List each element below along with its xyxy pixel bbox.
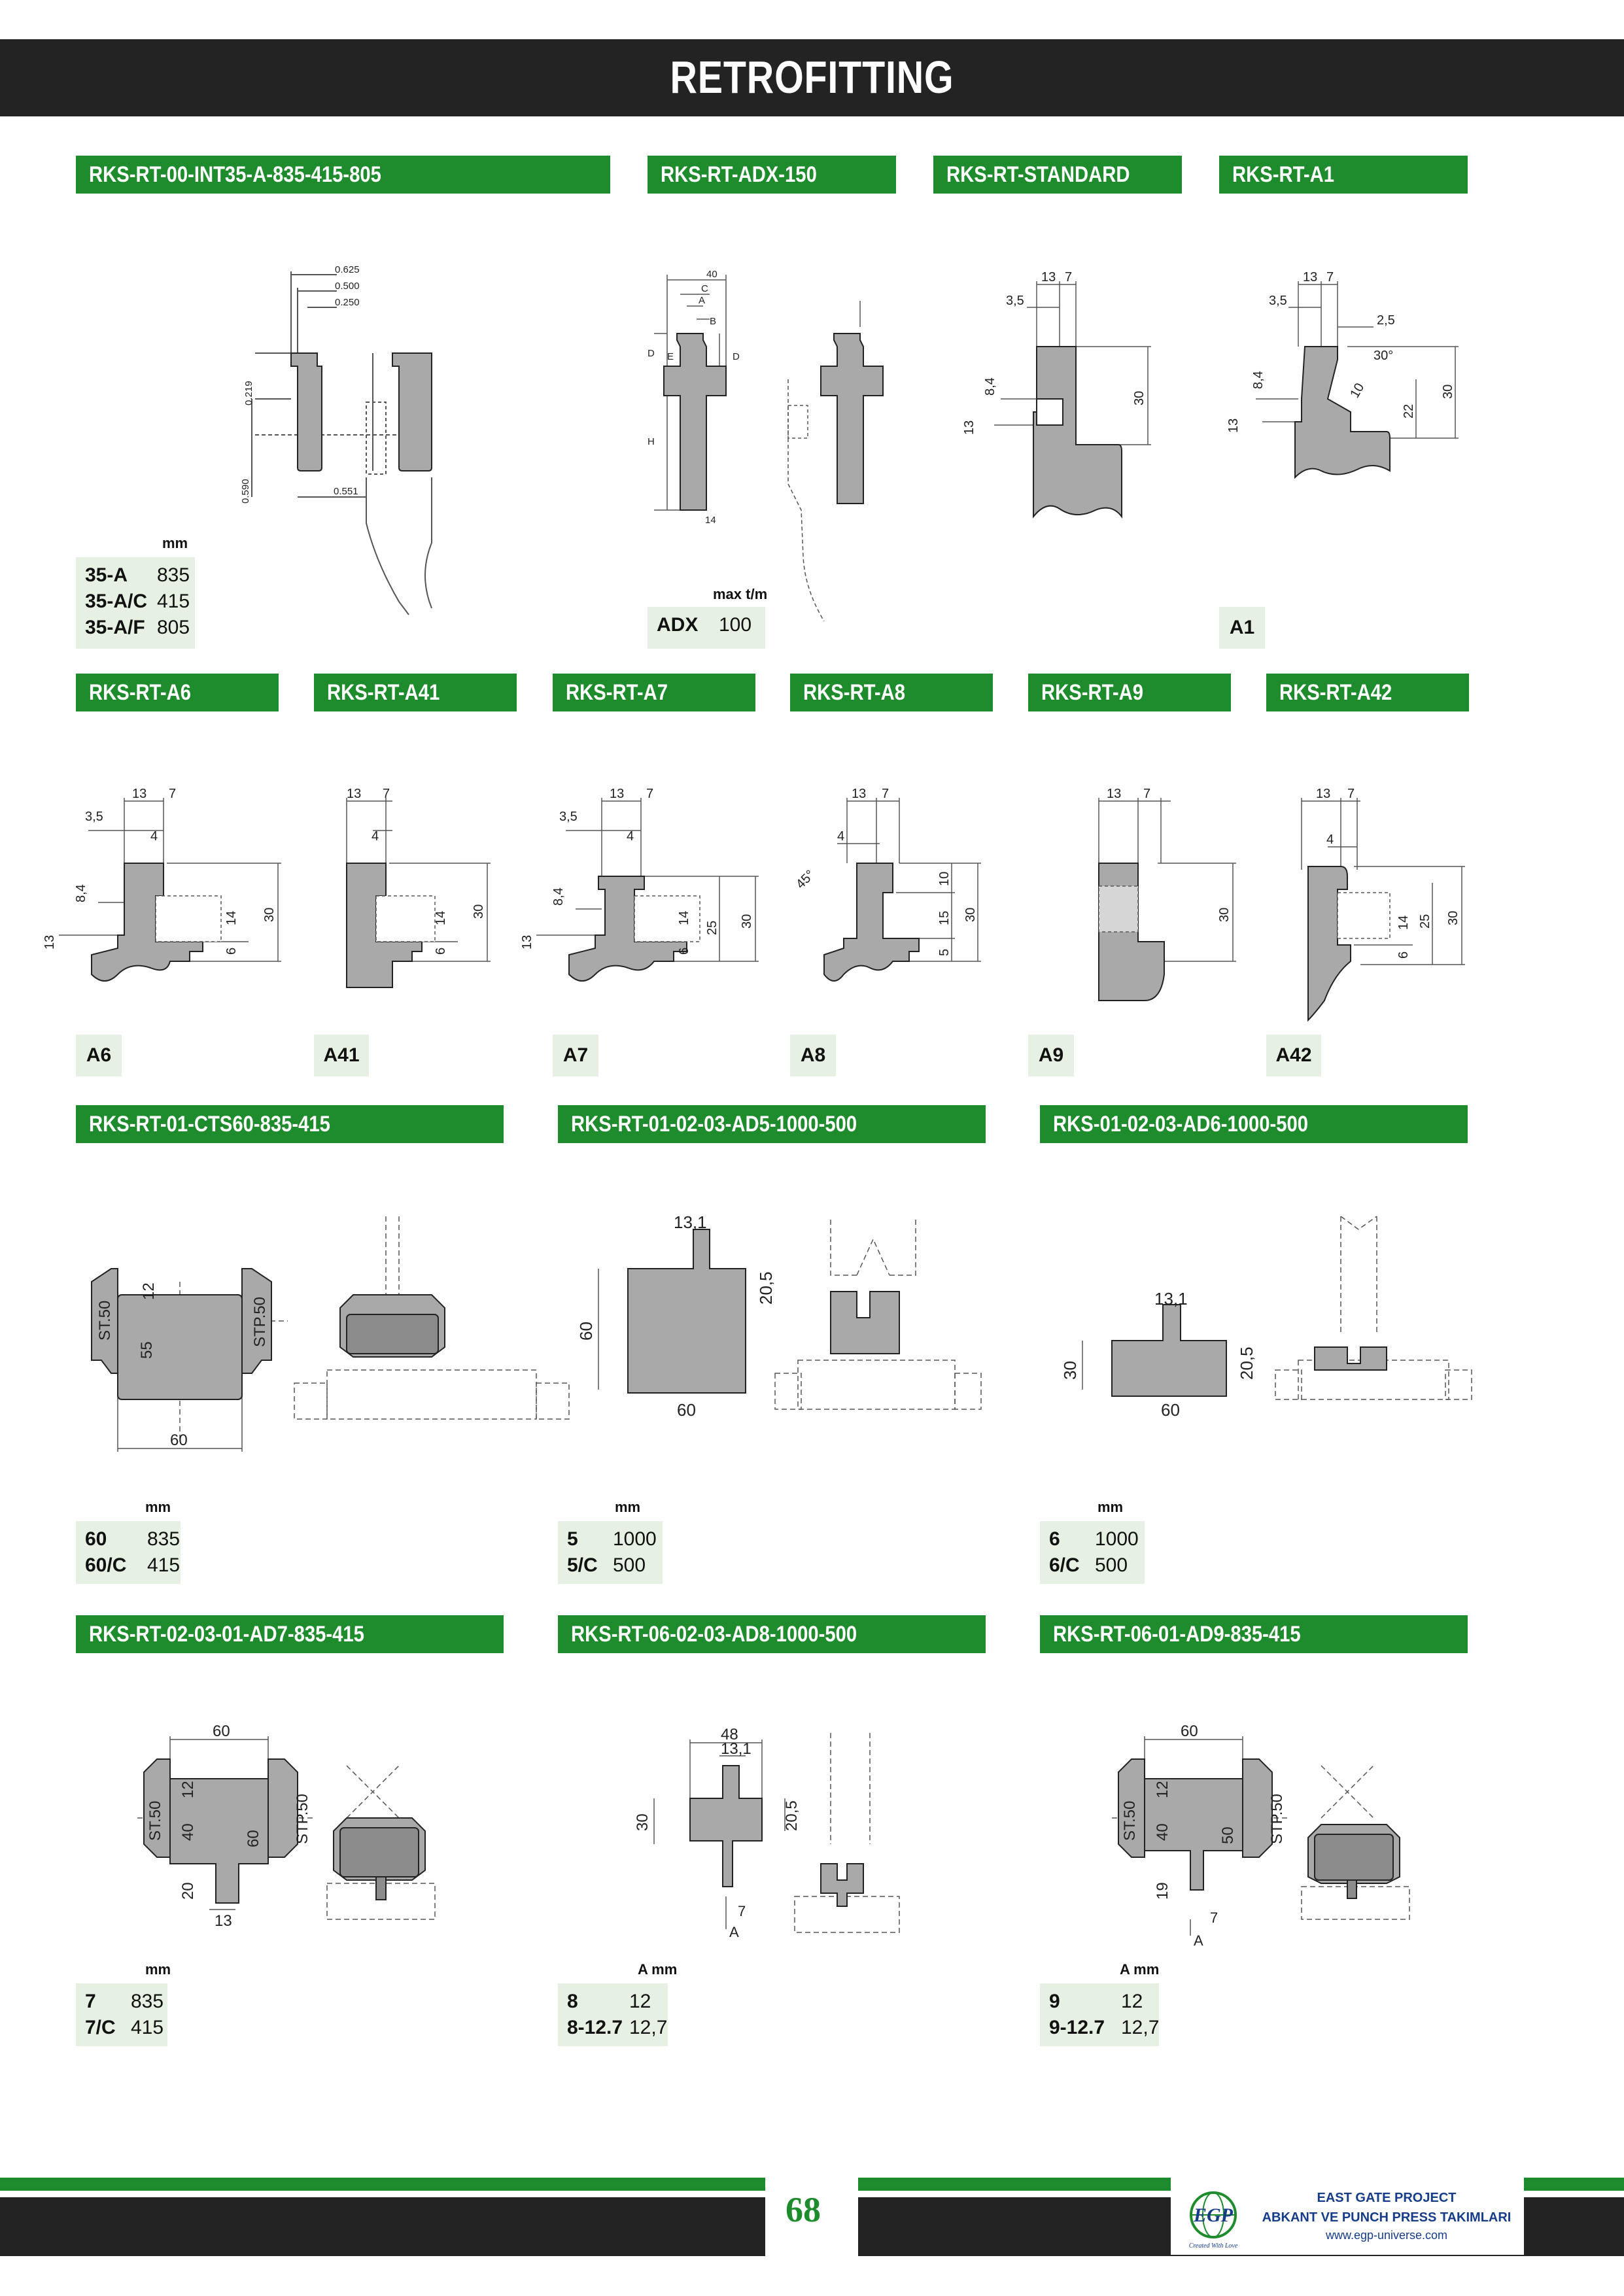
svg-text:C: C xyxy=(701,283,708,294)
svg-text:60: 60 xyxy=(1161,1400,1180,1420)
a42-drawing xyxy=(1262,778,1478,1027)
svg-text:B: B xyxy=(710,316,717,327)
svg-text:60: 60 xyxy=(576,1322,596,1341)
spec-row: 60/C 415 xyxy=(85,1554,181,1576)
spec-row: 6 1000 xyxy=(1049,1528,1139,1550)
svg-text:0.219: 0.219 xyxy=(243,381,254,405)
ad6-drawing xyxy=(1060,1210,1465,1458)
svg-text:4: 4 xyxy=(371,829,379,844)
int35-spec-table xyxy=(76,557,195,649)
svg-text:13: 13 xyxy=(852,787,867,801)
a41-drawing xyxy=(307,778,530,1027)
spec-row: 35-A 835 xyxy=(85,564,190,586)
svg-text:A: A xyxy=(1194,1932,1203,1949)
svg-text:4: 4 xyxy=(150,829,158,844)
svg-text:13: 13 xyxy=(1303,270,1318,284)
ad8-spec-table xyxy=(558,1983,668,2046)
svg-text:10: 10 xyxy=(1347,381,1368,401)
page-number: 68 xyxy=(786,2190,821,2229)
svg-text:2,5: 2,5 xyxy=(1377,313,1395,328)
header-standard: RKS-RT-STANDARD xyxy=(933,156,1182,194)
cts60-drawing xyxy=(78,1210,510,1458)
header-ad9: RKS-RT-06-01-AD9-835-415 xyxy=(1040,1615,1468,1653)
svg-text:0.500: 0.500 xyxy=(335,281,360,292)
int35-drawing xyxy=(235,262,497,628)
footer-bar-left xyxy=(0,2197,765,2256)
spec-row: 7 835 xyxy=(85,1991,164,2012)
svg-text:48: 48 xyxy=(721,1726,738,1743)
adx-spec-table xyxy=(648,607,765,649)
svg-text:13,1: 13,1 xyxy=(1154,1289,1188,1309)
svg-text:30: 30 xyxy=(740,914,754,929)
company-website: www.egp-universe.com xyxy=(1325,2229,1448,2242)
svg-text:7: 7 xyxy=(646,787,654,801)
svg-text:12: 12 xyxy=(1154,1781,1171,1798)
standard-drawing xyxy=(955,262,1177,536)
cts60-unit: mm xyxy=(145,1499,171,1515)
adx-unit: max t/m xyxy=(713,586,768,602)
header-ad6: RKS-01-02-03-AD6-1000-500 xyxy=(1040,1105,1468,1143)
svg-text:3,5: 3,5 xyxy=(1269,294,1287,308)
ad5-drawing xyxy=(576,1210,981,1458)
svg-text:40: 40 xyxy=(1154,1823,1171,1841)
svg-text:STP.50: STP.50 xyxy=(1268,1794,1286,1844)
svg-text:13: 13 xyxy=(1041,270,1056,284)
logo-text: EGP xyxy=(1194,2204,1233,2226)
svg-text:13: 13 xyxy=(347,787,362,801)
svg-text:7: 7 xyxy=(1347,787,1355,801)
header-a7: RKS-RT-A7 xyxy=(553,674,755,711)
svg-text:5: 5 xyxy=(937,948,952,956)
svg-text:20,5: 20,5 xyxy=(1237,1346,1256,1380)
svg-text:13,1: 13,1 xyxy=(721,1740,752,1758)
a8-label: A8 xyxy=(790,1035,836,1076)
header-a8: RKS-RT-A8 xyxy=(790,674,993,711)
svg-text:30: 30 xyxy=(1217,907,1232,922)
spec-row: 5/C 500 xyxy=(567,1554,646,1576)
svg-text:15: 15 xyxy=(937,910,952,925)
svg-text:30: 30 xyxy=(1441,384,1455,399)
svg-text:4: 4 xyxy=(837,829,845,844)
svg-text:14: 14 xyxy=(224,910,239,925)
spec-row: 9 12 xyxy=(1049,1991,1143,2012)
svg-text:13,1: 13,1 xyxy=(674,1212,707,1232)
svg-text:12: 12 xyxy=(179,1781,197,1798)
a9-drawing xyxy=(1046,778,1243,1027)
svg-text:25: 25 xyxy=(1418,914,1432,929)
svg-text:STP.50: STP.50 xyxy=(251,1297,269,1347)
svg-text:7: 7 xyxy=(1143,787,1151,801)
spec-row: 60 835 xyxy=(85,1528,181,1550)
svg-text:60: 60 xyxy=(677,1400,696,1420)
svg-text:4: 4 xyxy=(1326,832,1334,847)
svg-text:0.625: 0.625 xyxy=(335,264,360,275)
svg-text:6: 6 xyxy=(677,947,691,955)
egp-logo xyxy=(1177,2181,1249,2253)
svg-text:D: D xyxy=(648,348,655,359)
svg-text:7: 7 xyxy=(1065,270,1073,284)
svg-text:20: 20 xyxy=(179,1882,197,1900)
svg-text:13: 13 xyxy=(215,1912,232,1930)
spec-row: ADX 100 xyxy=(657,614,752,636)
ad9-spec-table xyxy=(1040,1983,1159,2046)
svg-text:13: 13 xyxy=(520,934,534,950)
header-ad5: RKS-RT-01-02-03-AD5-1000-500 xyxy=(558,1105,986,1143)
svg-text:13: 13 xyxy=(610,787,625,801)
a6-drawing xyxy=(39,778,288,1027)
svg-text:8,4: 8,4 xyxy=(551,887,566,906)
svg-text:13: 13 xyxy=(1107,787,1122,801)
header-ad7: RKS-RT-02-03-01-AD7-835-415 xyxy=(76,1615,504,1653)
svg-text:0.590: 0.590 xyxy=(240,479,251,504)
svg-text:14: 14 xyxy=(434,910,448,925)
header-int35: RKS-RT-00-INT35-A-835-415-805 xyxy=(76,156,610,194)
cts60-spec-table xyxy=(76,1521,181,1584)
svg-text:30: 30 xyxy=(963,907,978,922)
svg-text:E: E xyxy=(667,351,674,362)
svg-text:3,5: 3,5 xyxy=(85,810,103,824)
spec-row: 35-A/F 805 xyxy=(85,617,190,638)
company-name: EAST GATE PROJECT xyxy=(1317,2191,1457,2205)
ad5-spec-table xyxy=(558,1521,663,1584)
svg-text:55: 55 xyxy=(138,1341,156,1359)
svg-text:60: 60 xyxy=(245,1830,262,1847)
a6-label: A6 xyxy=(76,1035,122,1076)
svg-text:40: 40 xyxy=(179,1823,197,1841)
spec-row: 5 1000 xyxy=(567,1528,657,1550)
svg-text:3,5: 3,5 xyxy=(559,810,578,824)
ad6-spec-table xyxy=(1040,1521,1145,1584)
svg-text:14: 14 xyxy=(705,515,716,526)
svg-text:7: 7 xyxy=(383,787,390,801)
svg-text:12: 12 xyxy=(140,1282,158,1300)
header-adx: RKS-RT-ADX-150 xyxy=(648,156,896,194)
svg-text:30: 30 xyxy=(1132,390,1147,405)
svg-text:13: 13 xyxy=(962,420,976,435)
spec-row: 9-12.7 12,7 xyxy=(1049,2017,1160,2038)
svg-text:3,5: 3,5 xyxy=(1006,294,1024,308)
logo-tagline: Created With Love xyxy=(1188,2242,1238,2250)
svg-text:30: 30 xyxy=(472,904,486,919)
header-a1: RKS-RT-A1 xyxy=(1219,156,1468,194)
ad6-unit: mm xyxy=(1097,1499,1124,1515)
svg-text:6: 6 xyxy=(224,947,239,955)
svg-text:6: 6 xyxy=(1396,951,1411,959)
ad9-unit: A mm xyxy=(1120,1961,1160,1978)
svg-text:20,5: 20,5 xyxy=(783,1800,801,1831)
svg-text:0.551: 0.551 xyxy=(334,486,358,497)
svg-text:A: A xyxy=(699,295,706,306)
header-a42: RKS-RT-A42 xyxy=(1266,674,1469,711)
svg-text:25: 25 xyxy=(705,920,719,935)
ad7-spec-table xyxy=(76,1983,167,2046)
svg-text:45°: 45° xyxy=(793,867,818,892)
svg-text:50: 50 xyxy=(1219,1826,1237,1844)
svg-text:7: 7 xyxy=(1210,1910,1218,1926)
ad8-drawing xyxy=(628,1726,968,1949)
svg-text:ST.50: ST.50 xyxy=(96,1300,114,1341)
svg-text:60: 60 xyxy=(1181,1722,1198,1740)
svg-text:30: 30 xyxy=(1060,1361,1080,1380)
int35-unit: mm xyxy=(162,535,188,551)
header-ad8: RKS-RT-06-02-03-AD8-1000-500 xyxy=(558,1615,986,1653)
spec-row: 6/C 500 xyxy=(1049,1554,1128,1576)
ad5-unit: mm xyxy=(615,1499,641,1515)
svg-text:H: H xyxy=(648,436,655,447)
svg-text:7: 7 xyxy=(738,1903,746,1919)
a8-drawing xyxy=(785,778,1007,1027)
svg-text:30: 30 xyxy=(634,1813,651,1831)
svg-text:7: 7 xyxy=(1326,270,1334,284)
svg-text:60: 60 xyxy=(213,1722,230,1740)
spec-row: 7/C 415 xyxy=(85,2017,164,2038)
svg-text:8,4: 8,4 xyxy=(74,884,88,902)
svg-text:STP.50: STP.50 xyxy=(294,1794,311,1844)
svg-text:40: 40 xyxy=(706,269,717,280)
a7-label: A7 xyxy=(553,1035,598,1076)
svg-text:20,5: 20,5 xyxy=(756,1271,776,1305)
a1-drawing xyxy=(1217,262,1478,536)
adx-drawing xyxy=(628,262,903,628)
svg-text:7: 7 xyxy=(169,787,177,801)
svg-text:30: 30 xyxy=(1446,910,1460,925)
a7-drawing xyxy=(517,778,765,1027)
svg-text:7: 7 xyxy=(882,787,890,801)
svg-text:13: 13 xyxy=(1316,787,1331,801)
svg-text:14: 14 xyxy=(677,910,691,925)
header-cts60: RKS-RT-01-CTS60-835-415 xyxy=(76,1105,504,1143)
svg-text:19: 19 xyxy=(1154,1882,1171,1900)
spec-row: 8 12 xyxy=(567,1991,651,2012)
svg-text:0.250: 0.250 xyxy=(335,297,360,308)
svg-text:8,4: 8,4 xyxy=(1251,371,1266,389)
svg-text:22: 22 xyxy=(1402,403,1416,419)
svg-text:ST.50: ST.50 xyxy=(1121,1800,1139,1841)
svg-text:10: 10 xyxy=(937,871,952,886)
svg-text:14: 14 xyxy=(1396,915,1411,930)
svg-text:D: D xyxy=(733,351,740,362)
svg-text:ST.50: ST.50 xyxy=(147,1800,164,1841)
page-title: RETROFITTING xyxy=(670,52,954,103)
svg-text:6: 6 xyxy=(434,947,448,955)
spec-row: 35-A/C 415 xyxy=(85,591,190,612)
header-a9: RKS-RT-A9 xyxy=(1028,674,1231,711)
header-a6: RKS-RT-A6 xyxy=(76,674,279,711)
svg-text:8,4: 8,4 xyxy=(983,377,997,396)
ad7-drawing xyxy=(131,1722,497,1949)
a9-label: A9 xyxy=(1028,1035,1074,1076)
svg-text:30°: 30° xyxy=(1373,349,1394,363)
svg-text:13: 13 xyxy=(43,934,57,950)
company-subtitle: ABKANT VE PUNCH PRESS TAKIMLARI xyxy=(1262,2210,1512,2225)
svg-text:13: 13 xyxy=(132,787,147,801)
title-bar xyxy=(0,39,1624,116)
svg-text:60: 60 xyxy=(170,1431,188,1449)
a42-label: A42 xyxy=(1266,1035,1321,1076)
ad8-unit: A mm xyxy=(638,1961,678,1978)
footer-stripe-left xyxy=(0,2178,765,2191)
svg-text:30: 30 xyxy=(262,907,277,922)
svg-text:4: 4 xyxy=(627,829,634,844)
a41-label: A41 xyxy=(314,1035,369,1076)
svg-text:A: A xyxy=(729,1924,739,1940)
ad7-unit: mm xyxy=(145,1961,171,1978)
svg-text:13: 13 xyxy=(1226,418,1241,433)
a1-label: A1 xyxy=(1219,607,1265,649)
header-a41: RKS-RT-A41 xyxy=(314,674,517,711)
ad9-drawing xyxy=(1105,1722,1472,1949)
spec-row: 8-12.7 12,7 xyxy=(567,2017,668,2038)
